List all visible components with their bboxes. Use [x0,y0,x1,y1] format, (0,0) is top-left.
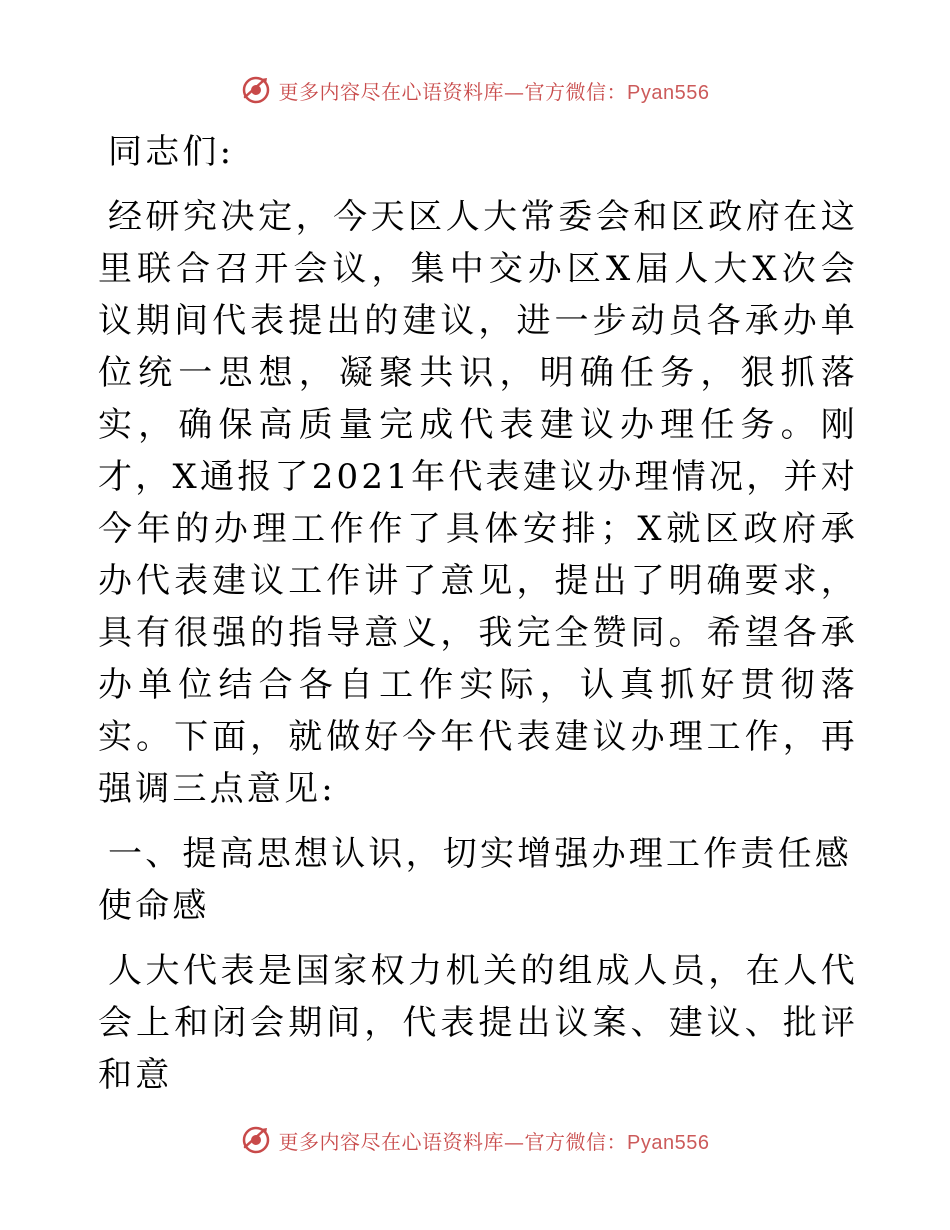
watermark-text: 更多内容尽在心语资料库—官方微信：Pyan556 [278,1129,710,1154]
paragraph: 经研究决定，今天区人大常委会和区政府在这里联合召开会议，集中交办区X届人大X次会议期间代表提出的建议，进一步动员各承办单位统一思想，凝聚共识，明确任务，狠抓落实，确保高质量完成代表建议办理任务。刚才，X通报了2021年代表建议办理情况，并对今年的办理工作作了具体安排；X就区政府承办代表建议工作讲了意见，提出了明确要求，具有很强的指导意义，我完全赞同。希望各承办单位结合各自工作实际，认真抓好贯彻落实。下面，就做好今年代表建议办理工作，再强调三点意见: [98,197,858,809]
watermark-logo-icon [241,75,271,105]
paragraph: 人大代表是国家权力机关的组成人员，在人代会上和闭会期间，代表提出议案、建议、批评和意 [98,951,858,1095]
header-watermark [0,70,950,110]
watermark-text: 更多内容尽在心语资料库—官方微信：Pyan556 [278,79,710,104]
document-body [98,126,858,1114]
section-heading: 一、提高思想认识，切实增强办理工作责任感使命感 [98,834,852,926]
footer-watermark [0,1120,950,1160]
salutation: 同志们: [108,132,235,172]
watermark-logo-icon [241,1125,271,1155]
